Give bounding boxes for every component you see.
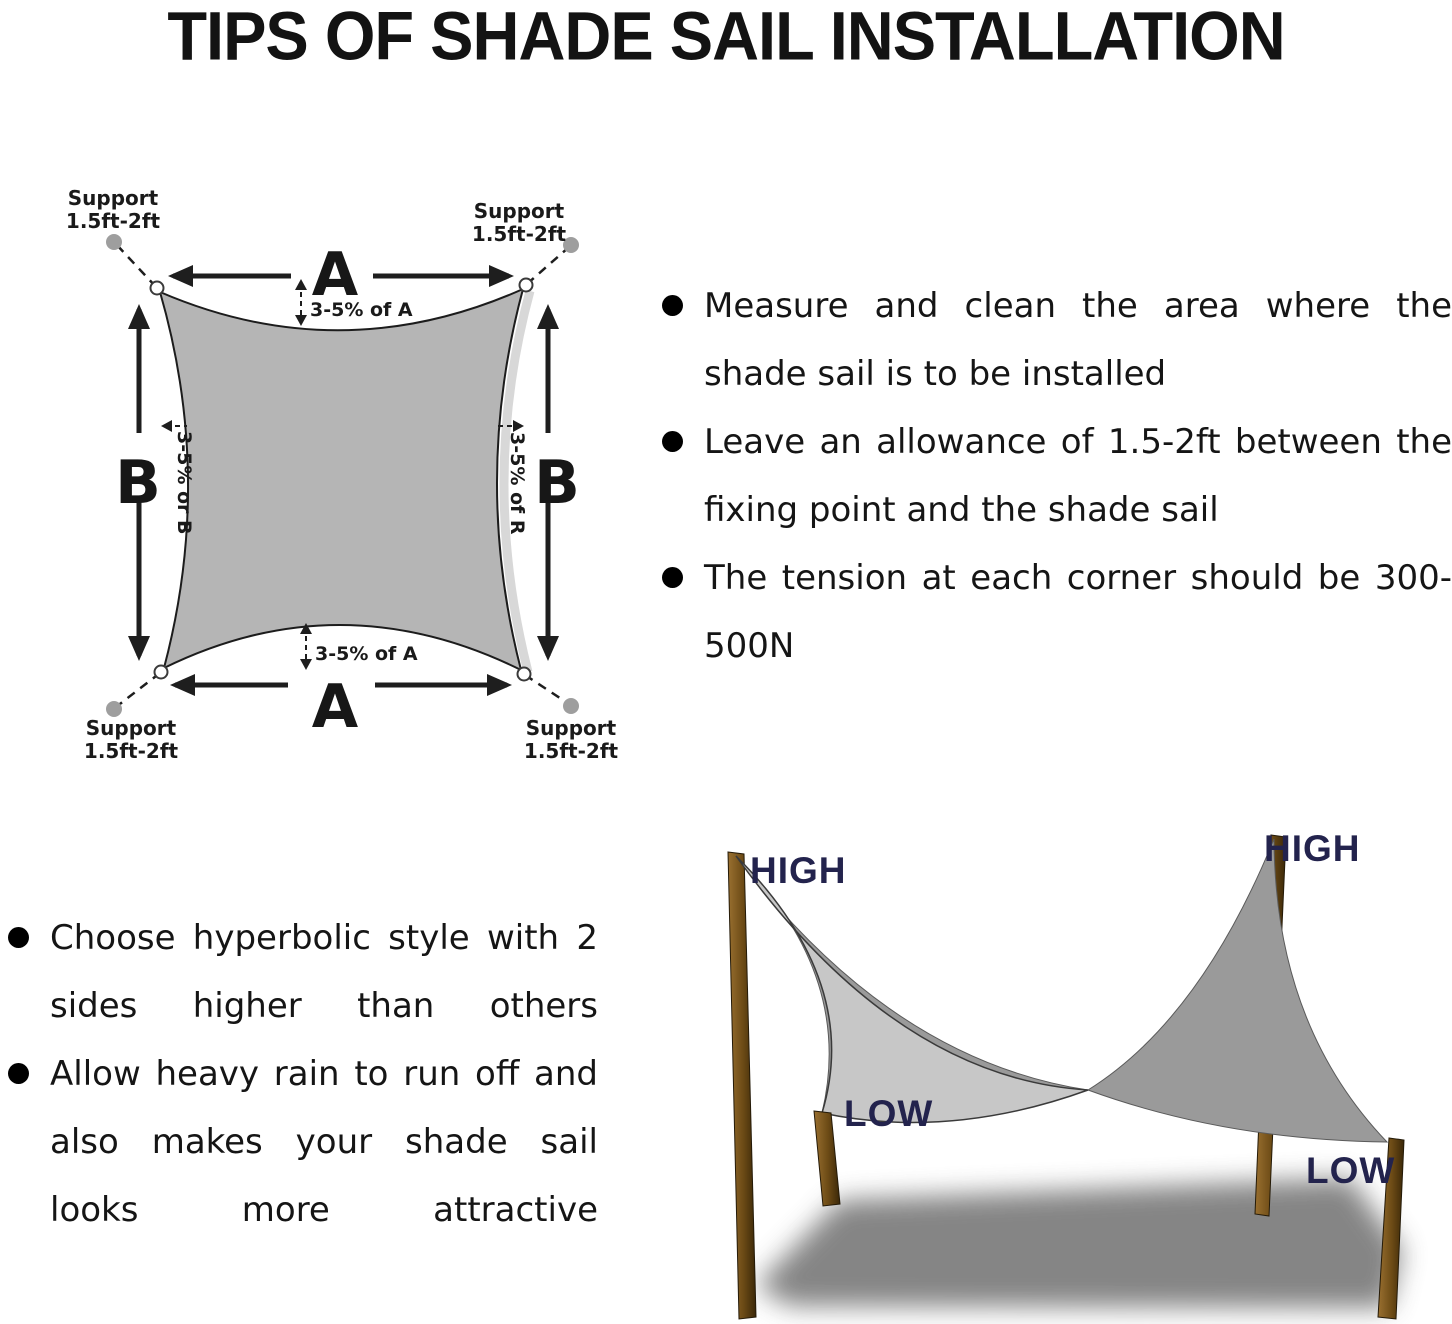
support-label-top-right-2: 1.5ft-2ft xyxy=(471,222,567,246)
page-title: TIPS OF SHADE SAIL INSTALLATION xyxy=(167,0,1285,75)
list-item xyxy=(662,272,1452,408)
sag-label-right-rotated: 3-5% of R xyxy=(506,432,528,535)
pole-low-left xyxy=(814,1111,840,1206)
bullet-icon xyxy=(662,567,683,588)
support-dot-bottom-right xyxy=(563,698,579,714)
corner-ring-top-left xyxy=(151,282,164,295)
shade-sail-shape xyxy=(160,289,523,670)
dim-letter-a-top: A xyxy=(311,240,359,310)
measurement-diagram xyxy=(30,165,650,763)
bullet-icon xyxy=(8,1063,29,1084)
support-label-top-left-1: Support xyxy=(67,186,159,210)
pole-high-left xyxy=(728,852,756,1319)
support-dot-bottom-left xyxy=(106,701,122,717)
dim-letter-b-left: B xyxy=(115,448,161,518)
sag-label-bottom: 3-5% of A xyxy=(315,643,418,665)
support-label-bottom-right-2: 1.5ft-2ft xyxy=(523,739,619,763)
dim-a-top-head-left xyxy=(168,265,193,287)
ground-shadow xyxy=(756,1178,1402,1308)
high-label-right: HIGH xyxy=(1264,828,1361,869)
sag-label-left-rotated: 3-5% or B xyxy=(173,431,195,535)
tip-text: Leave an allowance of 1.5-2ft between the fixing point and the shade sail xyxy=(704,422,1452,530)
sag-indicator-bottom-downhead xyxy=(300,659,312,670)
sail-front-panel xyxy=(736,856,1088,1122)
corner-ring-bottom-right xyxy=(518,668,531,681)
support-line-top-right xyxy=(527,247,569,284)
low-label-right: LOW xyxy=(1306,1150,1396,1191)
tip-text: Choose hyperbolic style with 2 sides higher than others xyxy=(50,918,598,1026)
hyperbolic-sail-illustration xyxy=(660,790,1452,1324)
sag-label-top: 3-5% of A xyxy=(310,299,413,321)
bullet-icon xyxy=(662,295,683,316)
support-line-bottom-right xyxy=(525,675,569,704)
dim-b-left-head-top xyxy=(128,304,150,329)
list-item xyxy=(8,904,598,1040)
support-label-top-right-1: Support xyxy=(473,199,565,223)
dim-letter-a-bottom: A xyxy=(311,672,359,742)
dim-a-bottom-head-right xyxy=(487,674,512,696)
tip-text: Allow heavy rain to run off and also makes your shade sail looks more attractive xyxy=(50,1054,598,1230)
sag-indicator-top-downhead xyxy=(295,315,307,326)
dim-b-right-head-bottom xyxy=(537,636,559,661)
dim-b-right-head-top xyxy=(537,304,559,329)
support-line-top-left xyxy=(116,244,156,287)
support-label-top-left-2: 1.5ft-2ft xyxy=(65,209,161,233)
corner-ring-top-right xyxy=(520,279,533,292)
bullet-icon xyxy=(8,927,29,948)
list-item xyxy=(8,1040,598,1244)
dim-a-top-head-right xyxy=(489,265,514,287)
list-item xyxy=(662,544,1452,680)
tip-text: The tension at each corner should be 300-500N xyxy=(704,558,1452,666)
hyperbolic-tips-list xyxy=(8,904,598,1244)
tip-text: Measure and clean the area where the shade sail is to be installed xyxy=(704,286,1452,394)
sag-indicator-left-head xyxy=(161,420,172,432)
high-label-left: HIGH xyxy=(750,850,847,891)
support-label-bottom-left-1: Support xyxy=(85,716,177,740)
sag-indicator-right-head xyxy=(513,420,524,432)
support-dot-top-left xyxy=(106,234,122,250)
support-label-bottom-left-2: 1.5ft-2ft xyxy=(83,739,179,763)
bullet-icon xyxy=(662,431,683,452)
installation-tips-list xyxy=(662,272,1452,680)
support-label-bottom-right-1: Support xyxy=(525,716,617,740)
sag-indicator-top-uphead xyxy=(295,279,307,290)
corner-ring-bottom-left xyxy=(155,666,168,679)
dim-b-left-head-bottom xyxy=(128,636,150,661)
support-line-bottom-left xyxy=(116,673,160,707)
dim-a-bottom-head-left xyxy=(170,674,195,696)
list-item xyxy=(662,408,1452,544)
dim-letter-b-right: B xyxy=(534,448,580,518)
low-label-left: LOW xyxy=(844,1093,934,1134)
